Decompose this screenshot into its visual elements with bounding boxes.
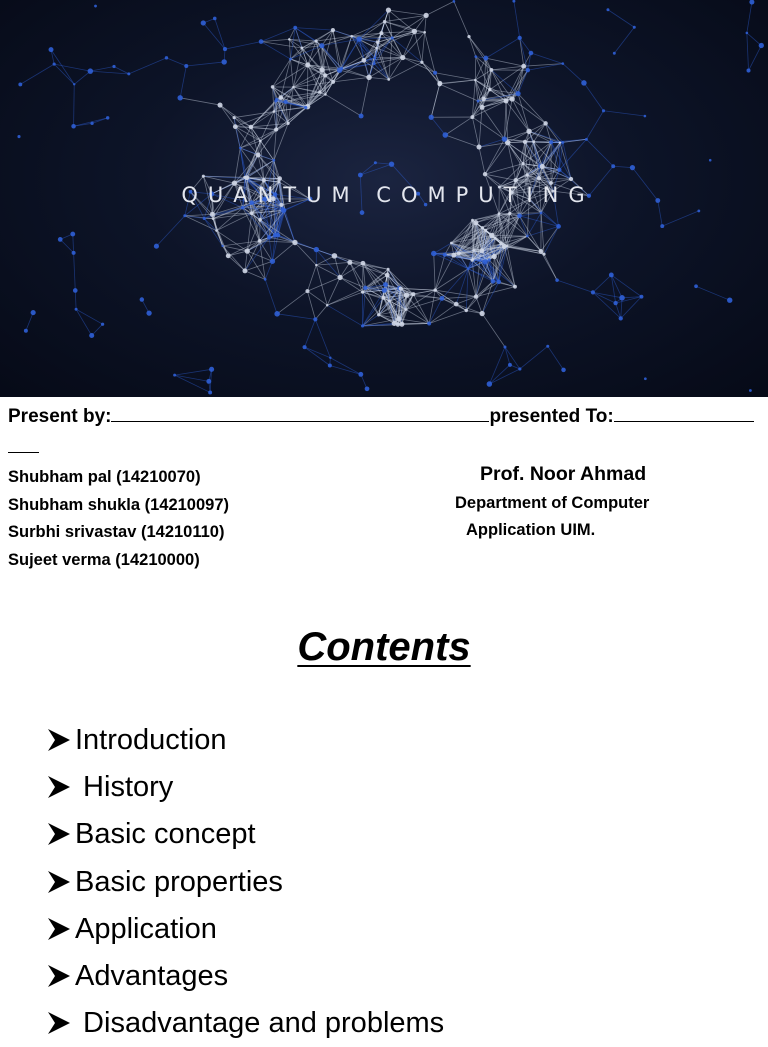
presenter-name: Sujeet verma (14210000)	[8, 549, 229, 577]
list-item-label: Application	[75, 908, 217, 950]
arrow-bullet-icon	[46, 916, 72, 942]
presentation-credits-line	[8, 405, 760, 428]
department-line: Department of Computer	[455, 494, 649, 513]
list-item-label: History	[75, 766, 173, 808]
contents-list	[46, 716, 444, 1047]
list-item	[46, 716, 444, 763]
department-line: Application UIM.	[466, 521, 595, 540]
list-item	[46, 858, 444, 905]
list-item-label: Introduction	[75, 719, 227, 761]
list-item	[46, 763, 444, 810]
list-item	[46, 1000, 444, 1047]
arrow-bullet-icon	[46, 963, 72, 989]
arrow-bullet-icon	[46, 869, 72, 895]
list-item-label: Disadvantage and problems	[75, 1002, 444, 1044]
arrow-bullet-icon	[46, 821, 72, 847]
presenter-name: Shubham shukla (14210097)	[8, 494, 229, 522]
banner-title: QUANTUM COMPUTING	[0, 183, 768, 207]
title-banner-image	[0, 0, 768, 397]
arrow-bullet-icon	[46, 727, 72, 753]
list-item	[46, 952, 444, 999]
list-item-label: Basic properties	[75, 861, 283, 903]
arrow-bullet-icon	[46, 774, 72, 800]
list-item-label: Basic concept	[75, 813, 256, 855]
contents-heading: Contents	[0, 625, 768, 670]
blank-rule	[614, 405, 754, 422]
arrow-bullet-icon	[46, 1010, 72, 1036]
blank-rule	[8, 452, 39, 453]
presenter-name: Shubham pal (14210070)	[8, 466, 229, 494]
list-item	[46, 905, 444, 952]
presenter-list	[8, 466, 229, 576]
blank-rule	[111, 405, 489, 422]
presented-to-label: presented To:	[489, 406, 613, 427]
presenter-name: Surbhi srivastav (14210110)	[8, 521, 229, 549]
list-item	[46, 811, 444, 858]
present-by-label: Present by:	[8, 406, 111, 427]
list-item-label: Advantages	[75, 955, 228, 997]
professor-name: Prof. Noor Ahmad	[480, 463, 646, 486]
